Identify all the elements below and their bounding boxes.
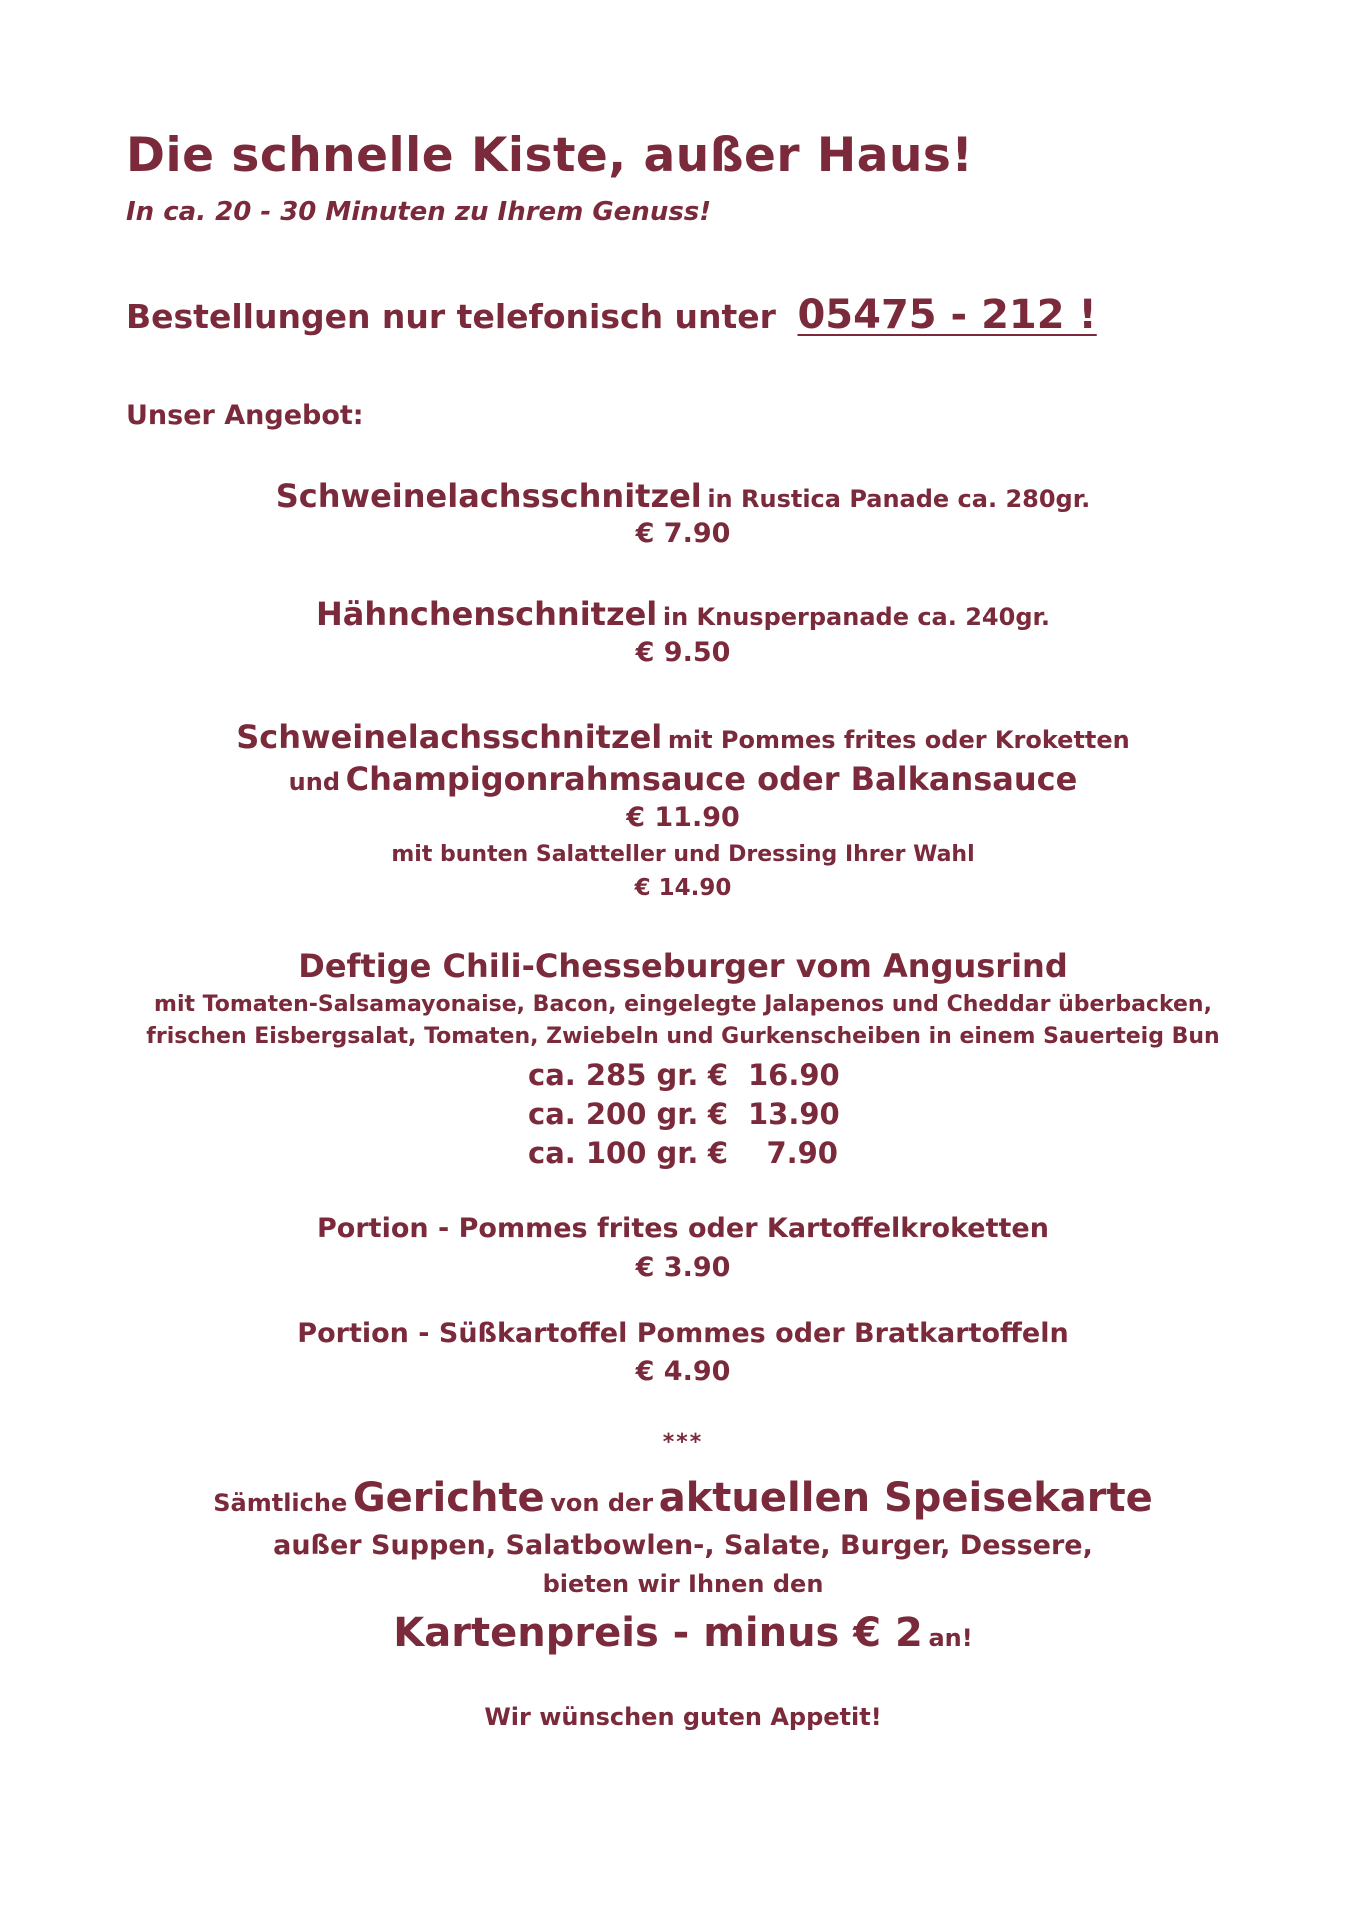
footer-line-4 [0,1610,1366,1656]
page-title: Die schnelle Kiste, außer Haus! [126,128,974,183]
size-currency: € [707,1136,729,1170]
item-price: € 3.90 [635,1252,731,1283]
item-name: Schweinelachsschnitzel [275,477,702,515]
footer-text: an! [928,1624,973,1652]
page-subtitle: In ca. 20 - 30 Minuten zu Ihrem Genuss! [126,197,712,227]
menu-item-3-sauce [0,760,1366,798]
item-sauce: Champigonrahmsauce oder Balkansauce [345,760,1078,798]
offer-label: Unser Angebot: [126,400,364,431]
size-row [0,1058,1366,1092]
menu-item-1 [0,477,1366,515]
item-extra: mit bunten Salatteller und Dressing Ihrer Wahl [391,842,975,867]
item-description: in Knusperpanade ca. 240gr. [662,603,1051,631]
closing-message: Wir wünschen guten Appetit! [484,1703,882,1731]
item-extra-price: € 14.90 [634,875,732,901]
size-price: 16.90 [748,1058,840,1092]
menu-item-2 [0,595,1366,633]
footer-line-2: außer Suppen, Salatbowlen-, Salate, Burger, Dessere, [273,1530,1093,1561]
item-price: € 11.90 [626,802,740,833]
size-price: 13.90 [748,1097,840,1131]
footer-line-3: bieten wir Ihnen den [542,1570,824,1598]
menu-item-5-name: Portion - Pommes frites oder Kartoffelkroketten [317,1213,1049,1244]
item-description: in Rustica Panade ca. 280gr. [707,485,1091,513]
footer-text: von der [550,1489,654,1517]
size-weight: ca. 285 gr. [528,1058,699,1092]
size-currency: € [707,1097,729,1131]
order-text: Bestellungen nur telefonisch unter [126,297,776,336]
item-price: € 9.50 [635,637,731,668]
item-name: Hähnchenschnitzel [315,595,658,633]
size-price: 7.90 [766,1136,838,1170]
footer-emphasis: Gerichte [352,1475,545,1521]
size-row [0,1097,1366,1131]
item-name: Schweinelachsschnitzel [236,718,663,756]
size-row [0,1136,1366,1170]
footer-emphasis: aktuellen Speisekarte [658,1475,1153,1521]
item-price: € 4.90 [635,1356,731,1387]
menu-item-3 [0,718,1366,756]
separator-stars: *** [662,1430,704,1455]
item-description: und [288,768,341,796]
item-description: frischen Eisbergsalat, Tomaten, Zwiebeln und Gurkenscheiben in einem Sauerteig Bun [146,1024,1220,1049]
size-weight: ca. 200 gr. [528,1097,699,1131]
item-description: mit Pommes frites oder Kroketten [667,726,1130,754]
size-weight: ca. 100 gr. [528,1136,699,1170]
order-info [126,292,1097,338]
menu-item-6-name: Portion - Süßkartoffel Pommes oder Bratkartoffeln [297,1318,1069,1349]
footer-text: Sämtliche [213,1489,348,1517]
phone-number: 05475 - 212 ! [797,292,1097,338]
size-currency: € [707,1058,729,1092]
item-description: mit Tomaten-Salsamayonaise, Bacon, eingelegte Jalapenos und Cheddar überbacken, [154,992,1212,1017]
footer-line-1 [0,1475,1366,1521]
footer-price-highlight: Kartenpreis - minus € 2 [393,1610,923,1656]
menu-item-4-name: Deftige Chili-Chesseburger vom Angusrind [298,947,1068,985]
item-price: € 7.90 [635,518,731,549]
